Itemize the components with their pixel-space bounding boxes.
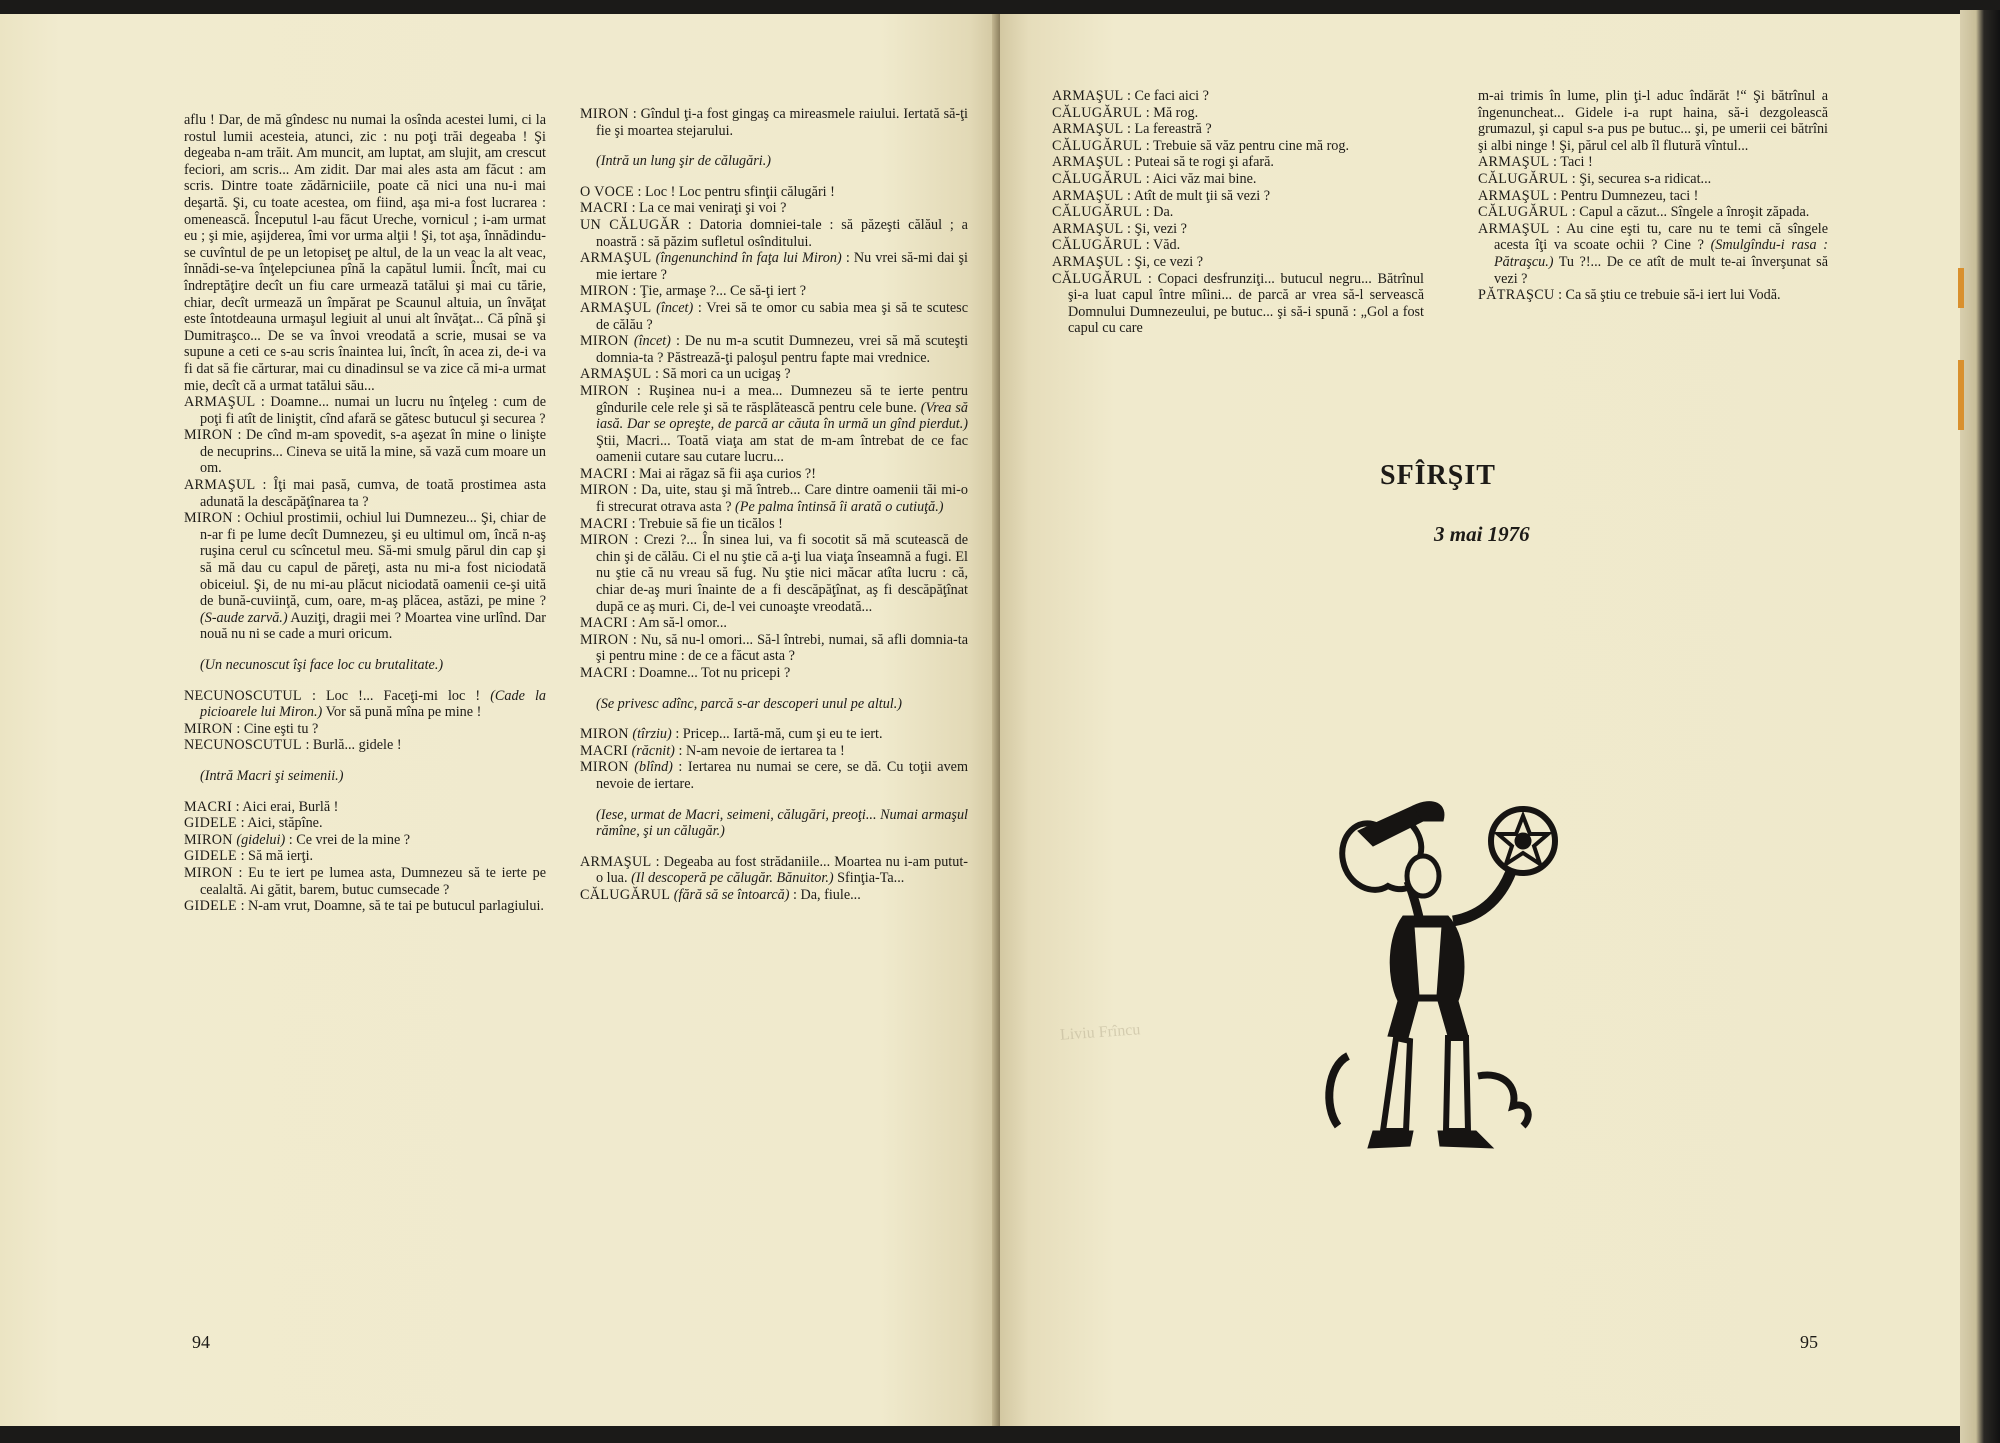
dialogue-line: MACRI : Doamne... Tot nu pricepi ? [580, 665, 791, 681]
paragraph-gap [184, 674, 546, 688]
dialogue-line: MIRON : De cînd m-am spovedit, s-a aşezat în mine o linişte de necuprins... Cineva se uită la mine, să vază cum moare un om. [184, 427, 546, 477]
dialogue-line: ARMAŞUL : La fereastră ? [1052, 121, 1212, 138]
paragraph-gap [580, 793, 968, 807]
left-page [0, 14, 1000, 1426]
dialogue-line: MIRON (gidelui) : Ce vrei de la mine ? [184, 831, 411, 848]
book-marker-tab-2 [1958, 360, 1964, 430]
inline-stage-direction: (Smulgîndu-i rasa : Pătraşcu.) [1494, 237, 1828, 270]
speaker-name: MACRI [580, 665, 629, 681]
dialogue-line: CĂLUGĂRUL : Şi, securea s-a ridicat... [1478, 170, 1712, 187]
speaker-name: ARMAŞUL [1478, 154, 1550, 171]
dialogue-line: ARMAŞUL : Degeaba au fost strădaniile... Moartea nu i-am putut-o lua. (Il descoperă pe călugăr. Bănuitor.) Sfinţia-Ta... [580, 853, 968, 887]
dialogue-line: MIRON : Ţie, armaşe ?... Ce să-ţi iert ? [580, 283, 807, 300]
inline-stage-direction: (gidelui) [236, 831, 286, 848]
left-page-column-1 [184, 112, 546, 915]
paragraph-gap [184, 754, 546, 768]
speaker-name: GIDELE [184, 848, 238, 865]
speaker-name: MIRON [184, 864, 233, 881]
dialogue-line: MACRI : Mai ai răgaz să fii aşa curios ?! [580, 465, 816, 482]
stage-direction: (Iese, urmat de Macri, seimeni, călugări, preoţi... Numai armaşul rămîne, şi un călugăr.) [596, 806, 968, 840]
dialogue-line: ARMAŞUL : Doamne... numai un lucru nu înţeleg : cum de poţi fi atît de liniştit, cînd afară se gătesc butucul şi securea ? [184, 394, 546, 427]
book-marker-tab [1958, 268, 1964, 308]
paragraph-gap [580, 682, 968, 696]
inline-stage-direction: (fără să se întoarcă) [673, 886, 790, 903]
dialogue-line: CĂLUGĂRUL : Văd. [1052, 237, 1181, 254]
dialogue-line: ARMAŞUL : Puteai să te rogi şi afară. [1052, 154, 1274, 171]
stage-direction: (Un necunoscut îşi face loc cu brutalitate.) [200, 657, 444, 673]
dialogue-line: MIRON : Gîndul ţi-a fost gingaş ca mireasmele raiului. Iertată să-ţi fie şi moartea stejarului. [580, 106, 968, 139]
dialogue-line: MACRI : Aici erai, Burlă ! [184, 798, 339, 815]
speaker-name: MIRON [580, 482, 629, 499]
dialogue-line: MIRON : Crezi ?... În sinea lui, va fi socotit să mă scutească de chin şi de călău. Ci el nu ştie că a-ţi lua viaţa înseamnă a fugi. El nu ştie că nu vreau să fug. Nu ştie nici măcar atîta lucru : că, chiar de-aş muri înainte de a fi descăpăţînat, aş fi descăpăţînat după ce aş muri. Ci, de-l vei cunoaşte vreodată... [580, 532, 968, 615]
end-title: SFÎRŞIT [1380, 460, 1496, 491]
dialogue-line: CĂLUGĂRUL : Copaci desfrunziţi... butucul negru... Bătrînul şi-a luat capul între mîini... de parcă ar vrea să-l servească Domnului Dumnezeului, pe butuc... şi să-i spună : „Gol a fost capul cu care [1052, 270, 1424, 337]
dialogue-line: MACRI : Trebuie să fie un ticălos ! [580, 515, 783, 532]
speaker-name: CĂLUGĂRUL [1052, 270, 1143, 287]
dialogue-line: MIRON (blînd) : Iertarea nu numai se cere, se dă. Cu toţii avem nevoie de iertare. [580, 759, 968, 792]
speaker-name: MIRON [580, 333, 629, 350]
paragraph-gap [580, 170, 968, 184]
speaker-name: NECUNOSCUTUL [184, 737, 302, 754]
speaker-name: MIRON [184, 427, 233, 444]
speaker-name: CĂLUGĂRUL [580, 886, 671, 903]
dialogue-line: CĂLUGĂRUL : Mă rog. [1052, 104, 1199, 121]
dialogue-line: MIRON : Ruşinea nu-i a mea... Dumnezeu să te ierte pentru gîndurile cele rele şi să te răsplătească pentru cele bune. (Vrea să iasă. Dar se opreşte, de parcă ar căuta în urmă un gînd pierdut.) Ştii, Macri... Toată viaţa am stat de m-am întrebat de ce fac oamenii cutare sau cutare lucru... [580, 382, 968, 466]
stage-direction: (Se privesc adînc, parcă s-ar descoperi unul pe altul.) [596, 695, 903, 712]
speaker-name: ARMAŞUL [184, 394, 256, 411]
speaker-name: MACRI [184, 798, 233, 815]
speaker-name: CĂLUGĂRUL [1052, 137, 1143, 154]
paragraph-gap [184, 643, 546, 657]
text-paragraph: m-ai trimis în lume, plin ţi-l aduc îndărăt !“ Şi bătrînul a îngenuncheat... Gidele i-a rupt haina, să-i dezgolească grumazul, şi capul s-a pus pe butuc... şi, pe umerii cei bătrîni şi albi ninge ! Şi, părul cel alb îl flutură vîntul... [1478, 88, 1828, 154]
dialogue-line: CĂLUGĂRUL : Aici văz mai bine. [1052, 170, 1257, 187]
stage-direction: (Intră un lung şir de călugări.) [596, 153, 771, 170]
dialogue-line: ARMAŞUL : Atît de mult ţii să vezi ? [1052, 187, 1271, 204]
paragraph-gap [184, 785, 546, 799]
woodcut-illustration [1318, 786, 1578, 1186]
speaker-name: ARMAŞUL [1052, 88, 1124, 104]
dialogue-line: ARMAŞUL : Taci ! [1478, 154, 1593, 171]
speaker-name: UN CĂLUGĂR [580, 216, 680, 233]
speaker-name: ARMAŞUL [1478, 187, 1550, 204]
speaker-name: MIRON [580, 759, 629, 776]
speaker-name: CĂLUGĂRUL [1052, 204, 1143, 221]
speaker-name: MIRON [580, 532, 629, 549]
paragraph-gap [580, 840, 968, 854]
dialogue-line: NECUNOSCUTUL : Burlă... gidele ! [184, 737, 402, 754]
inline-stage-direction: (Cade la picioarele lui Miron.) [200, 687, 546, 721]
dialogue-line: ARMAŞUL (îngenunchind în faţa lui Miron) : Nu vrei să-mi dai şi mie iertare ? [580, 250, 969, 283]
dialogue-line: ARMAŞUL : Au cine eşti tu, care nu te temi că sîngele acesta îţi va scoate ochii ? Cine ? (Smulgîndu-i rasa : Pătraşcu.) Tu ?!... De ce atît de mult te-ai înverşunat să vezi ? [1478, 220, 1828, 287]
dialogue-line: MIRON : Da, uite, stau şi mă întreb... Care dintre oamenii tăi mi-o fi strecurat otrava asta ? (Pe palma întinsă îi arată o cutiuţă.) [580, 482, 968, 516]
speaker-name: ARMAŞUL [1052, 253, 1124, 270]
inline-stage-direction: (Pe palma întinsă îi arată o cutiuţă.) [735, 499, 944, 516]
dialogue-line: MIRON : Cine eşti tu ? [184, 720, 319, 737]
inline-stage-direction: (răcnit) [631, 742, 675, 759]
dialogue-line: MIRON (tîrziu) : Pricep... Iartă-mă, cum şi eu te iert. [580, 726, 883, 743]
inline-stage-direction: (tîrziu) [632, 726, 672, 743]
speaker-name: MIRON [184, 720, 233, 737]
dialogue-line: ARMAŞUL : Să mori ca un ucigaş ? [580, 366, 791, 383]
speaker-name: MACRI [580, 615, 629, 632]
speaker-name: CĂLUGĂRUL [1478, 170, 1569, 187]
dialogue-line: UN CĂLUGĂR : Datoria domniei-tale : să păzeşti călăul ; a noastră : să păzim sufletul osînditului. [580, 216, 968, 250]
speaker-name: MACRI [580, 515, 629, 532]
dialogue-line: GIDELE : Să mă ierţi. [184, 848, 314, 865]
dialogue-line: MIRON : Eu te iert pe lumea asta, Dumnezeu să te ierte pe cealaltă. Ai gătit, barem, butuc cumsecade ? [184, 864, 546, 898]
speaker-name: PĂTRAŞCU [1478, 287, 1555, 304]
dialogue-line: O VOCE : Loc ! Loc pentru sfinţii călugări ! [580, 183, 835, 200]
left-page-column-2 [580, 106, 968, 904]
dialogue-line: ARMAŞUL : Îţi mai pasă, cumva, de toată prostimea asta adunată la descăpăţînarea ta ? [184, 477, 546, 510]
speaker-name: MIRON [580, 726, 629, 743]
speaker-name: CĂLUGĂRUL [1052, 237, 1143, 254]
speaker-name: ARMAŞUL [580, 299, 652, 316]
inline-stage-direction: (S-aude zarvă.) [200, 609, 288, 626]
speaker-name: CĂLUGĂRUL [1052, 170, 1143, 187]
dialogue-line: MACRI (răcnit) : N-am nevoie de iertarea ta ! [580, 742, 845, 759]
inline-stage-direction: (blînd) [634, 759, 673, 776]
speaker-name: MIRON [184, 831, 233, 848]
speaker-name: CĂLUGĂRUL [1478, 204, 1569, 221]
speaker-name: ARMAŞUL [580, 853, 652, 870]
dialogue-line: CĂLUGĂRUL : Trebuie să văz pentru cine mă rog. [1052, 137, 1350, 154]
stage-direction: (Intră Macri şi seimenii.) [200, 767, 344, 784]
speaker-name: MIRON [580, 283, 629, 300]
speaker-name: MIRON [580, 106, 629, 122]
speaker-name: ARMAŞUL [1478, 220, 1550, 237]
speaker-name: CĂLUGĂRUL [1052, 104, 1143, 121]
dialogue-line: PĂTRAŞCU : Ca să ştiu ce trebuie să-i iert lui Vodă. [1478, 287, 1781, 304]
dialogue-line: CĂLUGĂRUL : Da. [1052, 204, 1174, 221]
paragraph-gap [580, 712, 968, 726]
speaker-name: MACRI [580, 200, 629, 217]
dialogue-line: GIDELE : Aici, stăpîne. [184, 815, 323, 832]
dialogue-line: MIRON : Ochiul prostimii, ochiul lui Dumnezeu... Şi, chiar de n-ar fi pe lume decît Dumnezeu, şi eu ultimul om, încă n-aş ruşina cerul cu scîncetul meu. Să-mi smulg părul din cap şi să mă dau cu capul de păreţi, asta nu mi-a fost niciodată obiceiul. Şi, de nu mi-au plăcut niciodată oamenii ce-şi uită de bună-cuviinţă, cum, oare, m-aş plăcea, astăzi, pe mine ? (S-aude zarvă.) Auziţi, dragii mei ? Moartea vine urlînd. Dar nouă nu ni se cade a muri oricum. [184, 510, 546, 643]
dialogue-line: MACRI : Am să-l omor... [580, 615, 727, 632]
end-date: 3 mai 1976 [1434, 522, 1530, 546]
speaker-name: GIDELE [184, 815, 238, 832]
dialogue-line: ARMAŞUL : Şi, vezi ? [1052, 220, 1187, 237]
speaker-name: MACRI [580, 465, 629, 482]
dialogue-line: ARMAŞUL : Pentru Dumnezeu, taci ! [1478, 187, 1699, 204]
speaker-name: MIRON [580, 631, 629, 648]
text-paragraph: aflu ! Dar, de mă gîndesc nu numai la osînda acestei lumi, ci la rostul lumii acesteia, atunci, zic : nu poţi trăi degeaba ! Şi degeaba n-am trăit. Am muncit, am luptat, am slujit, am crescut feciori, am scris... Am zidit. Dar mai ales asta am făcut : am scris. Dintre toate zădărniciile, poate că nici una nu-i mai deşartă. Şi, cu toate acestea, om fiind, aşa mi-a fost lucrarea : omenească. Începutul l-au făcut Ureche, vornicul ; i-am urmat eu ; şi mie, aşijderea, îmi vor urma alţii ! Şi, tot aşa, înnădindu-se cuvîntul de pe un letopiseţ pe altul, de la un veac la alt veac, înnădi-se-va înţelepciunea pînă la capătul lumii. Încît, mai cu îndreptăţire decît un fiu care urmează tatălui şi mai cu tărie, chiar, decît urmează un împărat pe Scaunul altuia, un învăţat este întotdeauna urmaşul legiuit al unui alt învăţat... Că pînă şi Dumitraşco... De se va învoi vreodată a scrie, musai se va supune a ceti ce s-au scris înaintea lui, încît, în acea zi, de-i va fi dat să fie cărturar, mai cu dinadinsul se va zice că mi-a urmat mie, decît că a urmat tatălui său... [184, 112, 546, 394]
inline-stage-direction: (încet) [656, 299, 694, 316]
inline-stage-direction: (Il descoperă pe călugăr. Bănuitor.) [631, 870, 834, 887]
speaker-name: ARMAŞUL [1052, 187, 1124, 204]
paragraph-gap [580, 139, 968, 153]
speaker-name: GIDELE [184, 898, 238, 915]
page-number-left: 94 [192, 1332, 210, 1352]
dialogue-line: ARMAŞUL (încet) : Vrei să te omor cu sabia mea şi să te scutesc de călău ? [580, 299, 969, 333]
dialogue-line: CĂLUGĂRUL : Capul a căzut... Sîngele a înroşit zăpada. [1478, 204, 1810, 221]
dialogue-line: GIDELE : N-am vrut, Doamne, să te tai pe butucul parlagiului. [184, 898, 544, 915]
bleed-through-signature: Liviu Frîncu [1059, 1021, 1141, 1044]
dialogue-line: ARMAŞUL : Ce faci aici ? [1052, 88, 1209, 104]
right-page-column-2 [1478, 88, 1828, 304]
speaker-name: MACRI [580, 742, 629, 759]
speaker-name: MIRON [580, 382, 629, 399]
right-page [1000, 14, 1960, 1426]
speaker-name: ARMAŞUL [580, 250, 652, 267]
dialogue-line: NECUNOSCUTUL : Loc !... Faceţi-mi loc ! (Cade la picioarele lui Miron.) Vor să pună mîna pe mine ! [184, 687, 546, 721]
page-edge [1960, 10, 2000, 1443]
speaker-name: ARMAŞUL [184, 477, 256, 494]
speaker-name: MIRON [184, 510, 233, 527]
inline-stage-direction: (Vrea să iasă. Dar se opreşte, de parcă ar căuta în urmă un gînd pierdut.) [596, 399, 968, 433]
speaker-name: ARMAŞUL [1052, 121, 1124, 138]
dialogue-line: MIRON (încet) : De nu m-a scutit Dumnezeu, vrei să mă scuteşti domnia-ta ? Păstrează-ţi paloşul pentru fapte mai vrednice. [580, 333, 969, 366]
dialogue-line: CĂLUGĂRUL (fără să se întoarcă) : Da, fiule... [580, 886, 861, 903]
dialogue-line: MIRON : Nu, să nu-l omori... Să-l întrebi, numai, să afli domnia-ta şi pentru mine : de ce a făcut asta ? [580, 631, 968, 665]
speaker-name: NECUNOSCUTUL [184, 687, 302, 704]
dialogue-line: MACRI : La ce mai veniraţi şi voi ? [580, 200, 787, 217]
speaker-name: ARMAŞUL [1052, 220, 1124, 237]
page-number-right: 95 [1800, 1332, 1818, 1352]
speaker-name: O VOCE [580, 183, 634, 200]
speaker-name: ARMAŞUL [580, 366, 652, 383]
right-page-column-1 [1052, 88, 1424, 337]
inline-stage-direction: (încet) [633, 333, 671, 350]
speaker-name: ARMAŞUL [1052, 154, 1124, 171]
dialogue-line: ARMAŞUL : Şi, ce vezi ? [1052, 253, 1204, 270]
inline-stage-direction: (îngenunchind în faţa lui Miron) [655, 250, 842, 267]
